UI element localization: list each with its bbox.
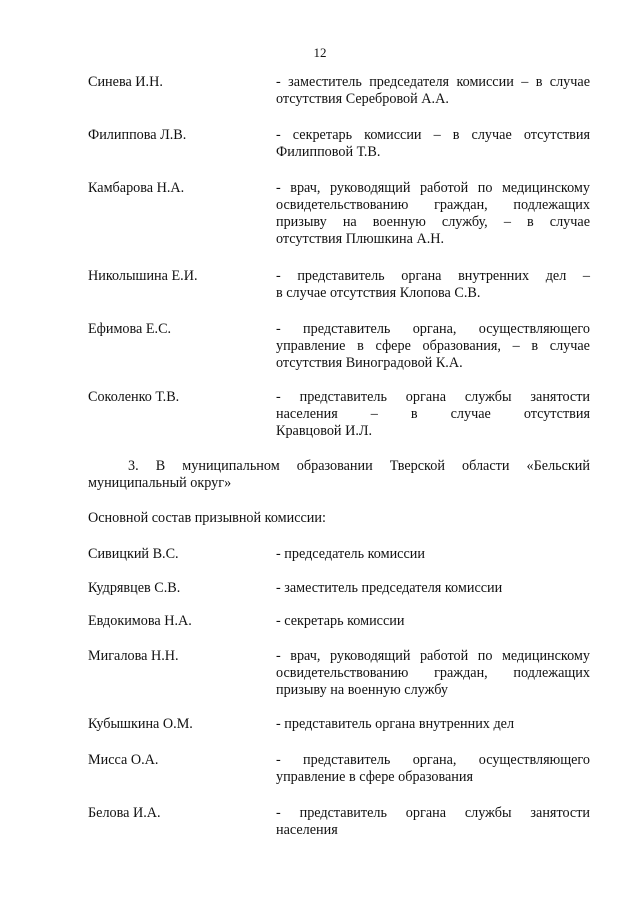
member-role (276, 648, 590, 699)
member-role (276, 321, 590, 372)
member-role (276, 580, 590, 597)
member-name: Евдокимова Н.А. (88, 613, 192, 629)
member-role (276, 268, 590, 302)
role-line: - представитель органа внутренних дел (276, 716, 515, 732)
role-line: - представитель органа, осуществляющего (276, 752, 590, 768)
role-line: - представитель органа службы занятости (276, 805, 590, 821)
member-name: Кудрявцев С.В. (88, 580, 181, 596)
role-line: призыву на военную службу, – в случае (276, 214, 590, 230)
role-line: - секретарь комиссии (276, 613, 405, 629)
role-line: - врач, руководящий работой по медицинскому (276, 180, 590, 196)
role-line: - секретарь комиссии – в случае отсутствия (276, 127, 590, 143)
role-line: призыву на военную службу (276, 682, 448, 698)
member-name: Мисса О.А. (88, 752, 159, 768)
role-line: - представитель органа, осуществляющего (276, 321, 590, 337)
page-number: 12 (313, 45, 327, 60)
role-line: - заместитель председателя комиссии (276, 580, 503, 596)
role-line: управление в сфере образования (276, 769, 473, 785)
member-name: Кубышкина О.М. (88, 716, 193, 732)
role-line: населения (276, 822, 338, 838)
member-role (276, 805, 590, 839)
role-line: освидетельствованию граждан, подлежащих (276, 197, 590, 213)
role-line: - представитель органа службы занятости (276, 389, 590, 405)
paragraph-line: муниципальный округ» (88, 475, 232, 491)
member-name: Мигалова Н.Н. (88, 648, 179, 664)
member-role (276, 180, 590, 248)
role-line: отсутствия Плюшкина А.Н. (276, 231, 445, 247)
role-line: отсутствия Виноградовой К.А. (276, 355, 463, 371)
role-line: - представитель органа внутренних дел – (276, 268, 590, 284)
member-name: Белова И.А. (88, 805, 161, 821)
role-line: - председатель комиссии (276, 546, 425, 562)
member-role (276, 74, 590, 108)
member-role (276, 389, 590, 440)
section-paragraph (88, 458, 590, 492)
paragraph-line: 3. В муниципальном образовании Тверской области «Бельский (128, 458, 590, 474)
subheading: Основной состав призывной комиссии: (88, 510, 326, 526)
member-name: Соколенко Т.В. (88, 389, 180, 405)
role-line: Кравцовой И.Л. (276, 423, 373, 439)
member-role (276, 613, 590, 630)
role-line: отсутствия Серебровой А.А. (276, 91, 449, 107)
member-name: Николышина Е.И. (88, 268, 198, 284)
role-line: в случае отсутствия Клопова С.В. (276, 285, 481, 301)
role-line: - врач, руководящий работой по медицинскому (276, 648, 590, 664)
role-line: Филипповой Т.В. (276, 144, 381, 160)
member-name: Камбарова Н.А. (88, 180, 185, 196)
member-name: Синева И.Н. (88, 74, 163, 90)
member-role (276, 716, 590, 733)
member-role (276, 127, 590, 161)
member-role (276, 546, 590, 563)
member-role (276, 752, 590, 786)
member-name: Сивицкий В.С. (88, 546, 179, 562)
role-line: управление в сфере образования, – в случае (276, 338, 590, 354)
role-line: освидетельствованию граждан, подлежащих (276, 665, 590, 681)
member-name: Ефимова Е.С. (88, 321, 172, 337)
member-name: Филиппова Л.В. (88, 127, 187, 143)
role-line: - заместитель председателя комиссии – в случае (276, 74, 590, 90)
role-line: населения – в случае отсутствия (276, 406, 590, 422)
